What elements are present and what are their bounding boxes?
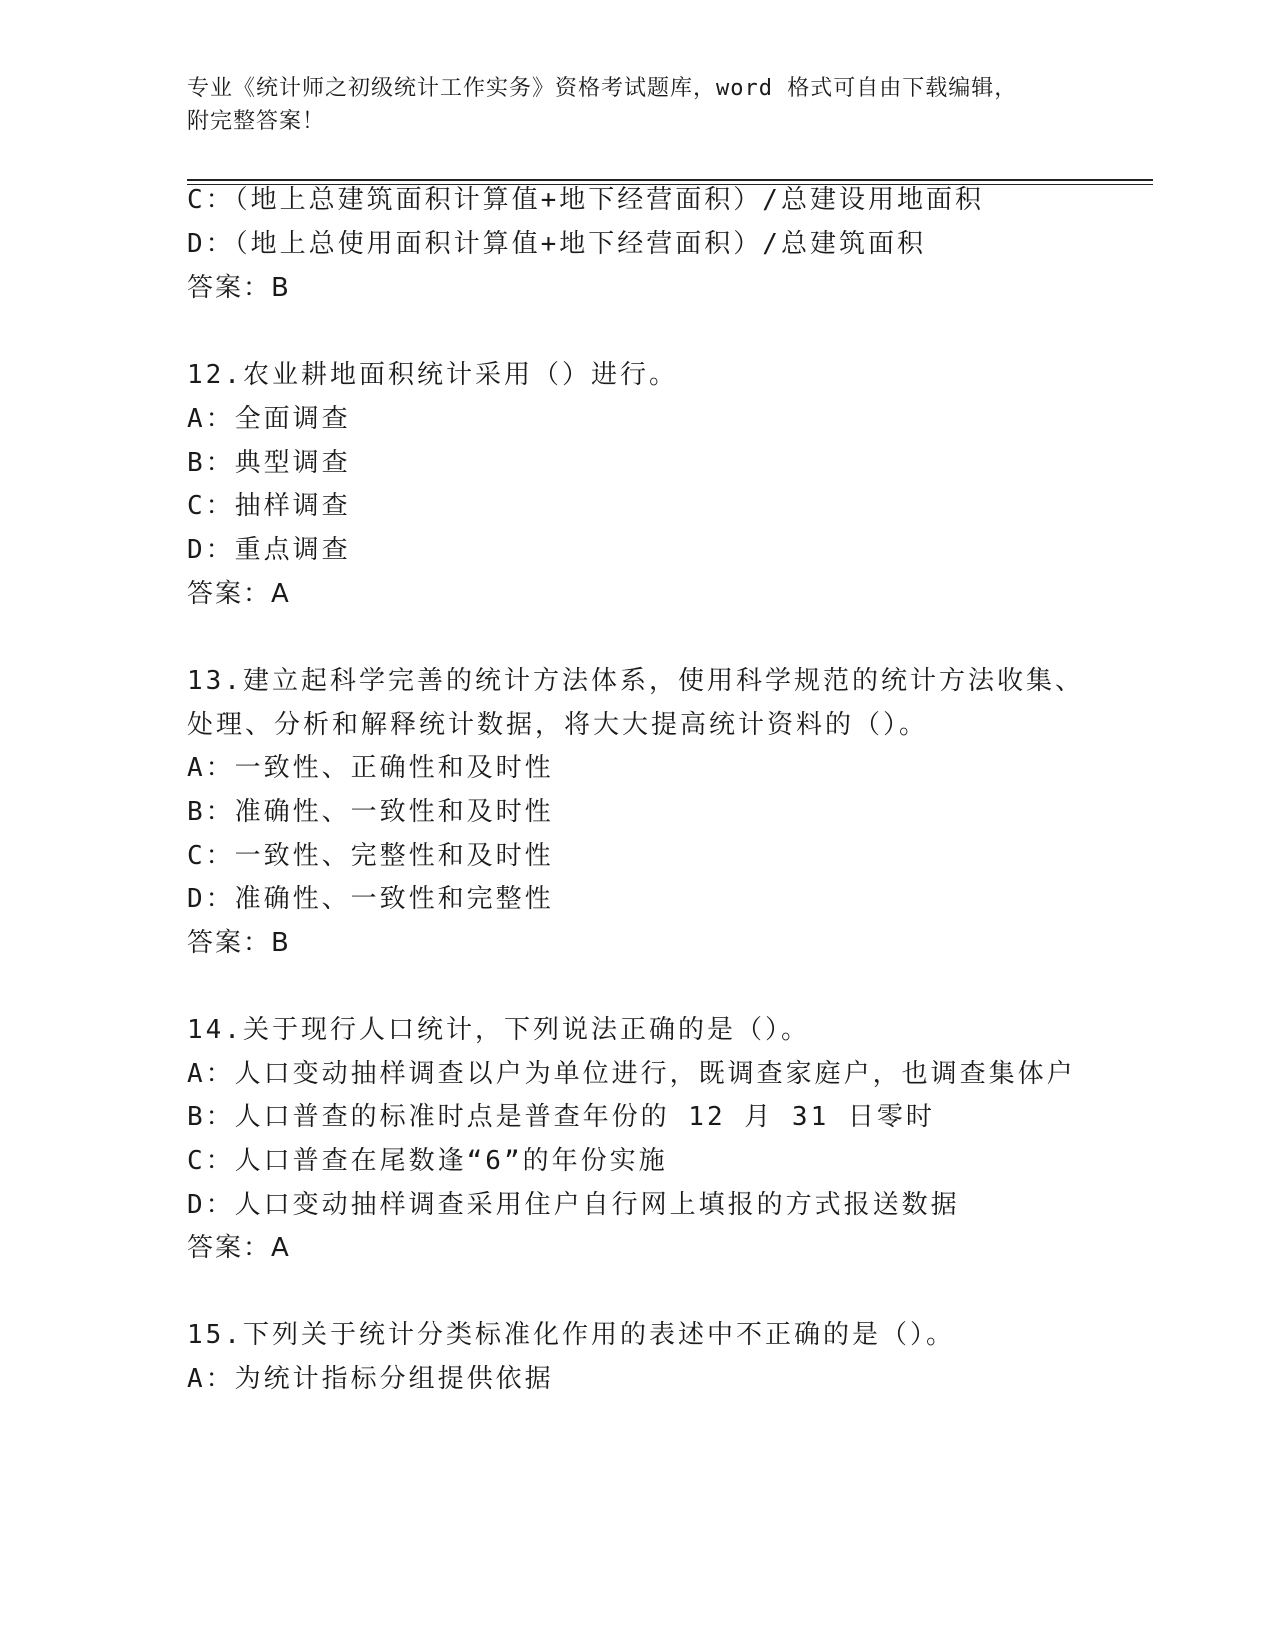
document-header <box>187 72 1087 138</box>
q14-option-b: B：人口普查的标准时点是普查年份的 12 月 31 日零时 <box>187 1102 935 1132</box>
q13-question-line-1: 13.建立起科学完善的统计方法体系，使用科学规范的统计方法收集、 <box>187 666 1084 696</box>
header-line-2: 附完整答案！ <box>187 109 326 134</box>
q12-question: 12.农业耕地面积统计采用（）进行。 <box>187 360 678 390</box>
q14-question: 14.关于现行人口统计，下列说法正确的是（）。 <box>187 1015 810 1045</box>
q13-option-b: B：准确性、一致性和及时性 <box>187 797 554 827</box>
q12-answer: 答案：A <box>187 579 291 609</box>
header-divider-thick <box>187 179 1153 181</box>
q13-option-c: C：一致性、完整性和及时性 <box>187 841 554 871</box>
header-line-1: 专业《统计师之初级统计工作实务》资格考试题库，word 格式可自由下载编辑， <box>187 76 1018 101</box>
q15-question: 15.下列关于统计分类标准化作用的表述中不正确的是（）。 <box>187 1320 955 1350</box>
q13-answer: 答案：B <box>187 928 291 958</box>
q11-option-c: C：（地上总建筑面积计算值+地下经营面积）/总建设用地面积 <box>187 185 984 215</box>
q14-option-a: A：人口变动抽样调查以户为单位进行，既调查家庭户，也调查集体户 <box>187 1059 1076 1089</box>
q15-option-a: A：为统计指标分组提供依据 <box>187 1364 554 1394</box>
q13-option-a: A：一致性、正确性和及时性 <box>187 753 554 783</box>
q14-option-d: D：人口变动抽样调查采用住户自行网上填报的方式报送数据 <box>187 1190 960 1220</box>
q13-option-d: D：准确性、一致性和完整性 <box>187 884 554 914</box>
q13-question-line-2: 处理、分析和解释统计数据，将大大提高统计资料的（）。 <box>187 710 929 740</box>
q11-answer: 答案：B <box>187 273 291 303</box>
q11-option-d: D：（地上总使用面积计算值+地下经营面积）/总建筑面积 <box>187 229 926 259</box>
q14-answer: 答案：A <box>187 1233 291 1263</box>
q12-option-c: C：抽样调查 <box>187 491 351 521</box>
q12-option-a: A：全面调查 <box>187 404 351 434</box>
q12-option-d: D：重点调查 <box>187 535 351 565</box>
q14-option-c: C：人口普查在尾数逢“6”的年份实施 <box>187 1146 668 1176</box>
q12-option-b: B：典型调查 <box>187 448 351 478</box>
